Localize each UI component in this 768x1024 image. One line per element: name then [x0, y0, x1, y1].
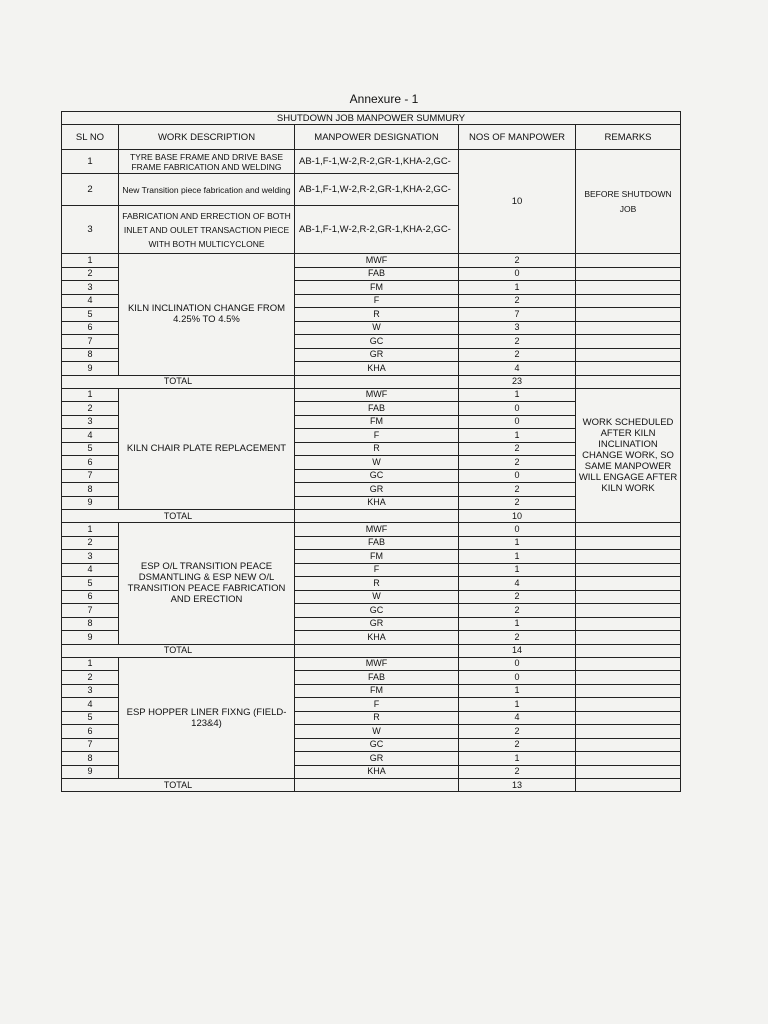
pre-job-remark: BEFORE SHUTDOWN JOB: [576, 150, 681, 254]
remarks-cell: [576, 254, 681, 268]
total-empty-cell: [295, 375, 459, 388]
total-label: TOTAL: [62, 375, 295, 388]
remarks-cell: [576, 738, 681, 752]
sl-no-cell: 5: [62, 442, 119, 456]
remarks-cell: [576, 308, 681, 322]
manpower-count-cell: 2: [459, 348, 576, 362]
total-label: TOTAL: [62, 510, 295, 523]
designation-cell: GR: [295, 617, 459, 631]
designation-cell: FAB: [295, 402, 459, 416]
sl-no-cell: 9: [62, 765, 119, 779]
work-description-cell: KILN CHAIR PLATE REPLACEMENT: [119, 388, 295, 510]
sl-no-cell: 8: [62, 348, 119, 362]
pre-job-count: 10: [459, 150, 576, 254]
manpower-count-cell: 1: [459, 550, 576, 564]
total-value: 23: [459, 375, 576, 388]
designation-cell: GC: [295, 335, 459, 349]
manpower-count-cell: 2: [459, 294, 576, 308]
manpower-summary-table: [61, 111, 681, 792]
manpower-count-cell: 0: [459, 671, 576, 685]
manpower-count-cell: 1: [459, 536, 576, 550]
manpower-count-cell: 2: [459, 590, 576, 604]
remarks-cell: [576, 657, 681, 671]
remarks-cell: [576, 765, 681, 779]
designation-cell: R: [295, 442, 459, 456]
work-description-cell: KILN INCLINATION CHANGE FROM 4.25% TO 4.5%: [119, 254, 295, 376]
header-manpower-designation: MANPOWER DESIGNATION: [295, 125, 459, 150]
remarks-cell: [576, 550, 681, 564]
manpower-count-cell: 1: [459, 752, 576, 766]
manpower-count-cell: 1: [459, 684, 576, 698]
manpower-count-cell: 0: [459, 402, 576, 416]
sl-no-cell: 7: [62, 604, 119, 618]
designation-cell: W: [295, 725, 459, 739]
sl-no-cell: 5: [62, 577, 119, 591]
designation-cell: GC: [295, 604, 459, 618]
remarks-cell: [576, 752, 681, 766]
sl-no-cell: 7: [62, 738, 119, 752]
remarks-cell: [576, 321, 681, 335]
remarks-cell: [576, 375, 681, 388]
sl-no-cell: 1: [62, 388, 119, 402]
designation-cell: KHA: [295, 631, 459, 645]
designation-cell: KHA: [295, 496, 459, 510]
table-row: [62, 523, 681, 537]
sl-no-cell: 1: [62, 523, 119, 537]
manpower-count-cell: 1: [459, 429, 576, 443]
remarks-cell: [576, 577, 681, 591]
manpower-count-cell: 2: [459, 738, 576, 752]
remarks-cell: [576, 631, 681, 645]
manpower-count-cell: 1: [459, 388, 576, 402]
manpower-count-cell: 2: [459, 604, 576, 618]
table-row: [62, 388, 681, 402]
designation-cell: F: [295, 429, 459, 443]
table-row: [62, 254, 681, 268]
manpower-count-cell: 1: [459, 281, 576, 295]
sl-no-cell: 9: [62, 362, 119, 376]
pre-job-desc: FABRICATION AND ERRECTION OF BOTH INLET AND OULET TRANSACTION PIECE WITH BOTH MULTICYCLONE: [119, 206, 295, 254]
sl-no-cell: 1: [62, 254, 119, 268]
manpower-count-cell: 4: [459, 577, 576, 591]
sl-no-cell: 2: [62, 267, 119, 281]
sl-no-cell: 8: [62, 752, 119, 766]
designation-cell: FAB: [295, 267, 459, 281]
remarks-cell: [576, 698, 681, 712]
designation-cell: MWF: [295, 657, 459, 671]
sl-no-cell: 1: [62, 657, 119, 671]
remarks-cell: [576, 294, 681, 308]
remarks-cell: [576, 536, 681, 550]
remarks-cell: [576, 725, 681, 739]
remarks-cell: [576, 281, 681, 295]
table-row: [62, 657, 681, 671]
sl-no-cell: 7: [62, 469, 119, 483]
designation-cell: MWF: [295, 388, 459, 402]
designation-cell: MWF: [295, 254, 459, 268]
designation-cell: FM: [295, 550, 459, 564]
table-title: SHUTDOWN JOB MANPOWER SUMMURY: [62, 112, 681, 125]
sl-no-cell: 8: [62, 617, 119, 631]
remarks-cell: [576, 711, 681, 725]
table-title-row: [62, 112, 681, 125]
manpower-count-cell: 2: [459, 725, 576, 739]
sl-no-cell: 4: [62, 294, 119, 308]
designation-cell: F: [295, 294, 459, 308]
work-description-cell: ESP HOPPER LINER FIXNG (FIELD-123&4): [119, 657, 295, 779]
manpower-count-cell: 2: [459, 496, 576, 510]
remarks-cell: [576, 617, 681, 631]
work-description-cell: ESP O/L TRANSITION PEACE DSMANTLING & ESP NEW O/L TRANSITION PEACE FABRICATION AND ERECTION: [119, 523, 295, 645]
header-nos-of-manpower: NOS OF MANPOWER: [459, 125, 576, 150]
designation-cell: FM: [295, 415, 459, 429]
manpower-count-cell: 3: [459, 321, 576, 335]
designation-cell: W: [295, 321, 459, 335]
remarks-cell: [576, 362, 681, 376]
manpower-count-cell: 1: [459, 563, 576, 577]
sl-no-cell: 2: [62, 402, 119, 416]
pre-job-sl: 2: [62, 174, 119, 206]
total-value: 10: [459, 510, 576, 523]
sl-no-cell: 5: [62, 711, 119, 725]
manpower-count-cell: 1: [459, 698, 576, 712]
designation-cell: FAB: [295, 536, 459, 550]
sl-no-cell: 4: [62, 429, 119, 443]
manpower-count-cell: 2: [459, 442, 576, 456]
remarks-cell: [576, 590, 681, 604]
manpower-count-cell: 0: [459, 415, 576, 429]
manpower-count-cell: 4: [459, 362, 576, 376]
designation-cell: MWF: [295, 523, 459, 537]
designation-cell: FM: [295, 684, 459, 698]
manpower-count-cell: 0: [459, 469, 576, 483]
annexure-title: Annexure - 1: [349, 92, 419, 106]
header-row: [62, 125, 681, 150]
manpower-count-cell: 1: [459, 617, 576, 631]
designation-cell: FM: [295, 281, 459, 295]
total-empty-cell: [295, 510, 459, 523]
designation-cell: KHA: [295, 362, 459, 376]
sl-no-cell: 3: [62, 281, 119, 295]
remarks-cell: [576, 779, 681, 792]
designation-cell: W: [295, 590, 459, 604]
manpower-count-cell: 0: [459, 657, 576, 671]
header-remarks: REMARKS: [576, 125, 681, 150]
sl-no-cell: 7: [62, 335, 119, 349]
remarks-cell: [576, 604, 681, 618]
designation-cell: R: [295, 308, 459, 322]
designation-cell: GR: [295, 348, 459, 362]
sl-no-cell: 9: [62, 496, 119, 510]
pre-job-sl: 1: [62, 150, 119, 174]
header-work-description: WORK DESCRIPTION: [119, 125, 295, 150]
pre-job-desc: TYRE BASE FRAME AND DRIVE BASE FRAME FABRICATION AND WELDING: [119, 150, 295, 174]
manpower-count-cell: 0: [459, 523, 576, 537]
sl-no-cell: 6: [62, 590, 119, 604]
pre-job-manpower: AB-1,F-1,W-2,R-2,GR-1,KHA-2,GC-: [295, 206, 459, 254]
remarks-cell: [576, 684, 681, 698]
sl-no-cell: 5: [62, 308, 119, 322]
sl-no-cell: 3: [62, 684, 119, 698]
sl-no-cell: 8: [62, 483, 119, 497]
designation-cell: GR: [295, 483, 459, 497]
total-label: TOTAL: [62, 779, 295, 792]
designation-cell: GC: [295, 738, 459, 752]
designation-cell: KHA: [295, 765, 459, 779]
designation-cell: GR: [295, 752, 459, 766]
pre-job-desc: New Transition piece fabrication and welding: [119, 174, 295, 206]
manpower-count-cell: 2: [459, 631, 576, 645]
header-sl-no: SL NO: [62, 125, 119, 150]
sl-no-cell: 2: [62, 671, 119, 685]
total-label: TOTAL: [62, 644, 295, 657]
designation-cell: R: [295, 577, 459, 591]
pre-job-row: [62, 150, 681, 174]
sl-no-cell: 2: [62, 536, 119, 550]
sl-no-cell: 4: [62, 563, 119, 577]
remarks-cell: [576, 563, 681, 577]
sl-no-cell: 6: [62, 321, 119, 335]
sl-no-cell: 9: [62, 631, 119, 645]
pre-job-sl: 3: [62, 206, 119, 254]
table-body: [62, 112, 681, 792]
designation-cell: GC: [295, 469, 459, 483]
total-row: [62, 375, 681, 388]
manpower-count-cell: 4: [459, 711, 576, 725]
remarks-cell: WORK SCHEDULED AFTER KILN INCLINATION CHANGE WORK, SO SAME MANPOWER WILL ENGAGE AFTER KILN WORK: [576, 388, 681, 523]
designation-cell: R: [295, 711, 459, 725]
total-row: [62, 644, 681, 657]
total-value: 14: [459, 644, 576, 657]
remarks-cell: [576, 267, 681, 281]
total-empty-cell: [295, 779, 459, 792]
manpower-count-cell: 0: [459, 267, 576, 281]
manpower-count-cell: 2: [459, 456, 576, 470]
manpower-count-cell: 2: [459, 254, 576, 268]
remarks-cell: [576, 335, 681, 349]
remarks-cell: [576, 644, 681, 657]
total-row: [62, 779, 681, 792]
manpower-count-cell: 2: [459, 335, 576, 349]
sl-no-cell: 6: [62, 456, 119, 470]
remarks-cell: [576, 348, 681, 362]
manpower-count-cell: 2: [459, 765, 576, 779]
total-empty-cell: [295, 644, 459, 657]
sl-no-cell: 6: [62, 725, 119, 739]
designation-cell: F: [295, 698, 459, 712]
designation-cell: F: [295, 563, 459, 577]
pre-job-manpower: AB-1,F-1,W-2,R-2,GR-1,KHA-2,GC-: [295, 150, 459, 174]
remarks-cell: [576, 523, 681, 537]
designation-cell: FAB: [295, 671, 459, 685]
manpower-count-cell: 2: [459, 483, 576, 497]
sl-no-cell: 4: [62, 698, 119, 712]
pre-job-manpower: AB-1,F-1,W-2,R-2,GR-1,KHA-2,GC-: [295, 174, 459, 206]
remarks-cell: [576, 671, 681, 685]
manpower-count-cell: 7: [459, 308, 576, 322]
designation-cell: W: [295, 456, 459, 470]
sl-no-cell: 3: [62, 415, 119, 429]
sl-no-cell: 3: [62, 550, 119, 564]
total-value: 13: [459, 779, 576, 792]
